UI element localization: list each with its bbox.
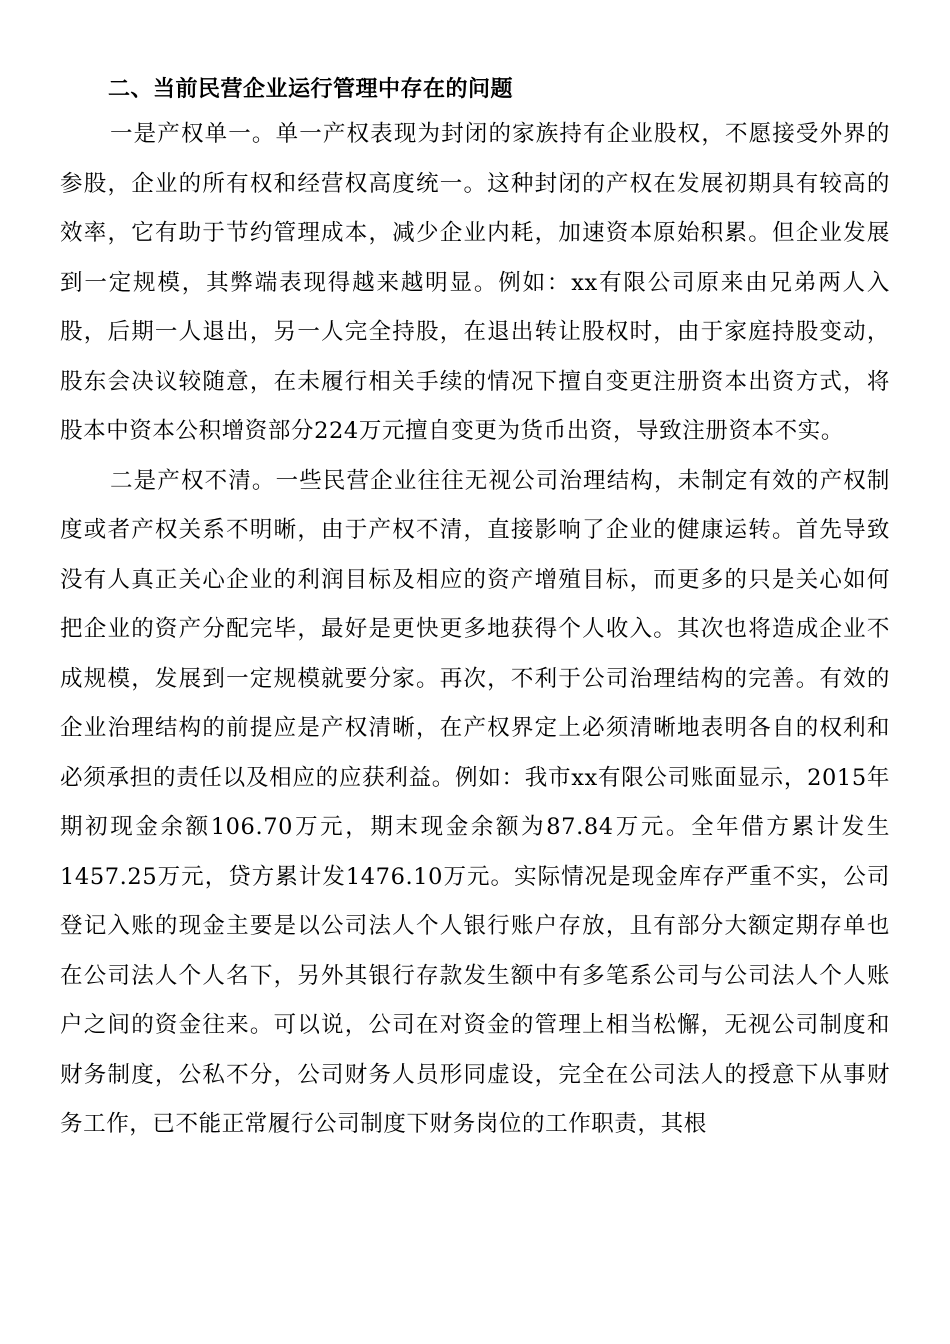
paragraph-property-unclear: 二是产权不清。一些民营企业往往无视公司治理结构，未制定有效的产权制度或者产权关系不明晰，由于产权不清，直接影响了企业的健康运转。首先导致没有人真正关心企业的利润目标及相应的资产增殖目标，而更多的只是关心如何把企业的资产分配完毕，最好是更快更多地获得个人收入。其次也将造成企业不成规模，发展到一定规模就要分家。再次，不利于公司治理结构的完善。有效的企业治理结构的前提应是产权清晰，在产权界定上必须清晰地表明各自的权利和必须承担的责任以及相应的应获利益。例如：我市xx有限公司账面显示，2015年期初现金余额106.70万元，期末现金余额为87.84万元。全年借方累计发生1457.25万元，贷方累计发1476.10万元。实际情况是现金库存严重不实，公司登记入账的现金主要是以公司法人个人银行账户存放，且有部分大额定期存单也在公司法人个人名下，另外其银行存款发生额中有多笔系公司与公司法人个人账户之间的资金往来。可以说，公司在对资金的管理上相当松懈，无视公司制度和财务制度，公私不分，公司财务人员形同虚设，完全在公司法人的授意下从事财务工作，已不能正常履行公司制度下财务岗位的工作职责，其根 [60,467,890,1137]
document-page [60,70,890,1150]
paragraph-property-single: 一是产权单一。单一产权表现为封闭的家族持有企业股权，不愿接受外界的参股，企业的所有权和经营权高度统一。这种封闭的产权在发展初期具有较高的效率，它有助于节约管理成本，减少企业内耗，加速资本原始积累。但企业发展到一定规模，其弊端表现得越来越明显。例如：xx有限公司原来由兄弟两人入股，后期一人退出，另一人完全持股，在退出转让股权时，由于家庭持股变动，股东会决议较随意，在未履行相关手续的情况下擅自变更注册资本出资方式，将股本中资本公积增资部分224万元擅自变更为货币出资，导致注册资本不实。 [60,121,890,444]
section-heading: 二、当前民营企业运行管理中存在的问题 [108,77,514,102]
